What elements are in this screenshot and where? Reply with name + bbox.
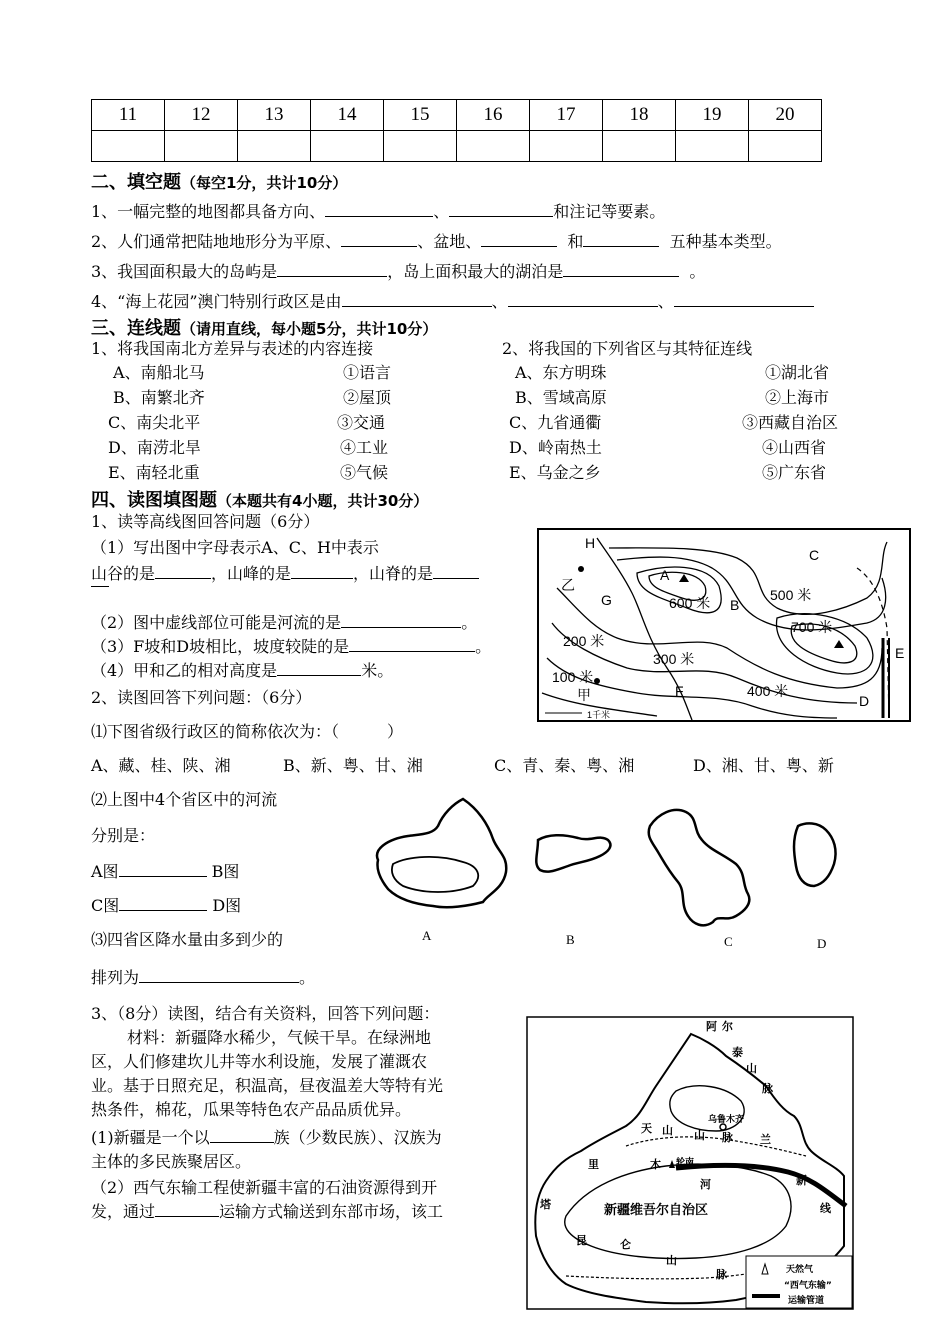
answer-cell[interactable]: [530, 131, 603, 162]
answer-number: 14: [311, 100, 384, 131]
fill-blank[interactable]: [342, 292, 492, 307]
fill-blank[interactable]: [139, 968, 299, 983]
fill-blank[interactable]: [449, 202, 553, 217]
s4-q3-p1c: 主体的多民族聚居区。: [91, 1152, 252, 1171]
match-item[interactable]: C、九省通衢: [509, 413, 602, 432]
map-label: A: [660, 567, 670, 583]
answer-cell[interactable]: [92, 131, 165, 162]
s4-q3-p2: （2）西气东输工程使新疆丰富的石油资源得到开: [91, 1178, 438, 1197]
answer-number: 12: [165, 100, 238, 131]
map-label: 600 米: [669, 595, 711, 611]
q-text: （2）图中虚线部位可能是河流的是: [91, 613, 342, 632]
map-label: 700 米: [791, 619, 833, 635]
q-text: 发，通过: [91, 1202, 156, 1221]
fill-blank[interactable]: [433, 564, 479, 579]
fill-blank[interactable]: [583, 232, 659, 247]
fill-blank[interactable]: [349, 637, 475, 652]
q-text: 、: [491, 292, 508, 311]
fill-blank[interactable]: [119, 896, 207, 911]
match-item[interactable]: B、雪域高原: [515, 388, 607, 407]
map-label: 尔: [722, 1020, 733, 1033]
q-text: A图: [91, 862, 119, 881]
answer-cell[interactable]: [384, 131, 457, 162]
fill-blank[interactable]: [481, 232, 557, 247]
answer-blank-row: [92, 131, 822, 162]
q-text: ，岛上面积最大的湖泊是: [387, 262, 564, 281]
s4-q3-material: 业。基于日照充足，积温高，昼夜温差大等特有光: [91, 1076, 444, 1095]
s4-q3-title: 3、（8分）读图，结合有关资料，回答下列问题：: [91, 1004, 440, 1023]
map-label: B: [730, 597, 740, 613]
map-label: 兰: [760, 1133, 771, 1146]
section2-heading: [91, 168, 347, 194]
province-a-outline: [377, 799, 506, 907]
s4-q3-material: 区，人们修建坎儿井等水利设施，发展了灌溉农: [91, 1052, 428, 1071]
answer-cell[interactable]: [311, 131, 384, 162]
answer-cell[interactable]: [165, 131, 238, 162]
province-d-outline: [794, 823, 836, 886]
q-text: D图: [212, 896, 242, 915]
legend-label: 运输管道: [788, 1296, 825, 1306]
s4-q2-title: 2、读图回答下列问题：（6分）: [91, 688, 312, 707]
fill-blank[interactable]: [91, 586, 109, 587]
section3-heading: [91, 314, 437, 340]
map-label: G: [601, 592, 612, 608]
match-item[interactable]: ①湖北省: [765, 363, 830, 382]
option-c[interactable]: C、青、秦、粤、湘: [494, 756, 635, 775]
map-legend: [746, 1256, 852, 1308]
match-item[interactable]: C、南尖北平: [108, 413, 201, 432]
fill-blank[interactable]: [674, 292, 814, 307]
s4-q2-p3: ⑶四省区降水量由多到少的: [91, 930, 284, 949]
answer-number: 18: [603, 100, 676, 131]
map-label: 脉: [722, 1131, 733, 1144]
fill-blank[interactable]: [325, 202, 433, 217]
q-text: 族（少数民族）、汉族为: [273, 1128, 442, 1147]
section2-title: 二、填空题: [91, 172, 181, 193]
section4-note: （本题共有4小题，共计30分）: [217, 492, 429, 510]
xinjiang-map: [526, 1016, 854, 1310]
answer-number: 17: [530, 100, 603, 131]
s4-q3-p2b: [91, 1202, 443, 1222]
q-text: 2、人们通常把陆地地形分为平原、: [91, 232, 342, 251]
answer-number: 15: [384, 100, 457, 131]
match-item[interactable]: ④工业: [340, 438, 389, 457]
map-label: 山: [666, 1254, 677, 1267]
fill-blank[interactable]: [341, 232, 417, 247]
q-text: 和: [567, 232, 584, 251]
province-caption: C: [724, 934, 733, 949]
match-item[interactable]: A、东方明珠: [515, 363, 607, 382]
option-b[interactable]: B、新、粤、甘、湘: [283, 756, 423, 775]
q-text: 、: [433, 202, 450, 221]
province-outlines: [368, 794, 858, 954]
map-label: 昆: [576, 1234, 587, 1247]
section2-q1: [91, 202, 665, 222]
map-label: 甲: [577, 687, 591, 703]
answer-cell[interactable]: [603, 131, 676, 162]
province-caption: D: [817, 936, 827, 951]
answer-number: 16: [457, 100, 530, 131]
province-a-basin: [392, 857, 478, 892]
q-text: 米。: [361, 661, 394, 680]
fill-blank[interactable]: [291, 564, 353, 579]
map-label: E: [895, 645, 905, 661]
q-text: 。: [299, 968, 316, 987]
match-item[interactable]: B、南繁北齐: [113, 388, 205, 407]
province-c-outline: [649, 810, 750, 925]
q-text: 。: [461, 613, 478, 632]
s4-q2-p1: ⑴下图省级行政区的简称依次为：（ ）: [91, 722, 404, 741]
map-label: 仑: [620, 1238, 631, 1251]
map-label: 木: [650, 1158, 661, 1171]
map-label: 阿: [706, 1020, 717, 1033]
answer-number: 19: [676, 100, 749, 131]
answer-number: 13: [238, 100, 311, 131]
match-item[interactable]: E、南轻北重: [108, 463, 200, 482]
q-text: 、: [657, 292, 674, 311]
q-text: C图: [91, 896, 120, 915]
province-b-outline: [536, 835, 610, 871]
fill-blank[interactable]: [341, 613, 461, 628]
q-text: (1)新疆是一个以: [91, 1128, 210, 1147]
map-label: 山: [746, 1062, 757, 1075]
legend-label: 天然气: [786, 1265, 814, 1275]
province-caption: A: [422, 928, 432, 943]
map-label: 400 米: [747, 683, 789, 699]
map-label: 河: [700, 1178, 711, 1191]
answer-cell[interactable]: [457, 131, 530, 162]
match-item[interactable]: D、岭南热土: [509, 438, 602, 457]
map-scale-label: 1千米: [587, 710, 611, 720]
match-item[interactable]: ②上海市: [765, 388, 830, 407]
answer-number-row: [92, 100, 822, 131]
q-text: ，山峰的是: [211, 564, 292, 583]
map-label: F: [675, 683, 684, 699]
option-a[interactable]: A、藏、桂、陕、湘: [91, 756, 231, 775]
contour-map: [537, 528, 911, 722]
map-label: 新: [796, 1174, 807, 1187]
s4-q2-p2: ⑵上图中4个省区中的河流: [91, 790, 278, 809]
map-label: D: [859, 693, 870, 709]
legend-label: “西气东输”: [784, 1281, 832, 1291]
q-text: ，山脊的是: [353, 564, 434, 583]
map-label: 轮南: [676, 1158, 695, 1168]
q-text: （4）甲和乙的相对高度是: [91, 661, 278, 680]
map-label: 山: [662, 1124, 673, 1137]
section3-q2: 2、将我国的下列省区与其特征连线: [502, 339, 753, 358]
fill-blank[interactable]: [277, 262, 387, 277]
s4-q3-material: 材料：新疆降水稀少，气候干旱。在绿洲地: [127, 1028, 432, 1047]
q-text: （3）F坡和D坡相比，坡度较陡的是: [91, 637, 350, 656]
section4-title: 四、读图填图题: [91, 490, 217, 511]
map-label: 山: [694, 1129, 705, 1142]
s4-q2-fill-cd: [91, 896, 241, 916]
section2-q3: [91, 262, 705, 282]
q-text: 3、我国面积最大的岛屿是: [91, 262, 278, 281]
match-item[interactable]: D、南涝北旱: [108, 438, 201, 457]
s4-q1-p1-line: [91, 564, 479, 584]
map-label: 脉: [762, 1082, 773, 1095]
s4-q2-fill-ab: [91, 862, 239, 882]
s4-q3-p1: [91, 1128, 442, 1148]
map-label: 天: [641, 1122, 652, 1135]
fill-blank[interactable]: [155, 1202, 219, 1217]
s4-q1-p3: [91, 637, 491, 657]
q-text: 山谷的是: [91, 564, 156, 583]
section3-note: （请用直线，每小题5分，共计10分）: [181, 320, 438, 338]
map-label: 500 米: [770, 587, 812, 603]
map-label: 脉: [716, 1268, 727, 1281]
match-item[interactable]: A、南船北马: [113, 363, 205, 382]
map-label: 里: [588, 1158, 599, 1171]
s4-q2-p2b: 分别是：: [91, 826, 156, 845]
section2-q2: [91, 232, 782, 252]
answer-cell[interactable]: [676, 131, 749, 162]
q-text: 4、“海上花园”澳门特别行政区是由: [91, 292, 342, 311]
s4-q3-material: 热条件，棉花，瓜果等特色农产品品质优异。: [91, 1100, 412, 1119]
match-item[interactable]: E、乌金之乡: [509, 463, 601, 482]
q-text: 。: [475, 637, 492, 656]
map-label: 乙: [561, 577, 575, 593]
match-item[interactable]: ⑤气候: [340, 463, 389, 482]
map-label: 塔: [540, 1198, 551, 1211]
section4-heading: [91, 486, 428, 512]
q-text: B图: [211, 862, 240, 881]
match-item[interactable]: ①语言: [343, 363, 392, 382]
province-caption: B: [566, 932, 575, 947]
q-text: 五种基本类型。: [669, 232, 782, 251]
q-text: 1、一幅完整的地图都具备方向、: [91, 202, 326, 221]
section3-title: 三、连线题: [91, 318, 181, 339]
fill-blank[interactable]: [210, 1128, 274, 1143]
s4-q1-p1: （1）写出图中字母表示A、C、H中表示: [91, 538, 379, 557]
map-label: 300 米: [653, 651, 695, 667]
map-label: 泰: [732, 1046, 743, 1059]
answer-number: 20: [749, 100, 822, 131]
match-item[interactable]: ④山西省: [762, 438, 827, 457]
map-label: 乌鲁木齐: [708, 1115, 745, 1125]
fill-blank[interactable]: [155, 564, 211, 579]
q-text: 排列为: [91, 968, 140, 987]
fill-blank[interactable]: [508, 292, 658, 307]
section3-q1: 1、将我国南北方差异与表述的内容连接: [91, 339, 374, 358]
match-item[interactable]: ⑤广东省: [762, 463, 827, 482]
fill-blank[interactable]: [277, 661, 361, 676]
s4-q1-p4: [91, 661, 393, 681]
q-text: 、盆地、: [417, 232, 482, 251]
map-label: 线: [820, 1202, 831, 1215]
fill-blank[interactable]: [563, 262, 679, 277]
match-item[interactable]: ③交通: [337, 413, 386, 432]
map-label: C: [809, 547, 820, 563]
map-label: H: [585, 535, 596, 551]
match-item[interactable]: ③西藏自治区: [742, 413, 839, 432]
s4-q1-p2: [91, 613, 477, 633]
s4-q1-title: 1、读等高线图回答问题（6分）: [91, 512, 320, 531]
section2-q4: [91, 292, 814, 312]
fill-blank[interactable]: [119, 862, 207, 877]
map-label: 100 米: [552, 669, 594, 685]
q-text: 。: [689, 262, 706, 281]
map-region-label: 新疆维吾尔自治区: [604, 1203, 709, 1218]
answer-table: [91, 99, 822, 162]
answer-cell[interactable]: [749, 131, 822, 162]
s4-q2-p3b: [91, 968, 315, 988]
answer-number: 11: [92, 100, 165, 131]
q-text: 和注记等要素。: [553, 202, 666, 221]
q-text: 运输方式输送到东部市场，该工: [219, 1202, 444, 1221]
section2-note: （每空1分，共计10分）: [181, 174, 348, 192]
answer-cell[interactable]: [238, 131, 311, 162]
map-label: 200 米: [563, 633, 605, 649]
match-item[interactable]: ②屋顶: [343, 388, 392, 407]
option-d[interactable]: D、湘、甘、粤、新: [693, 756, 834, 775]
